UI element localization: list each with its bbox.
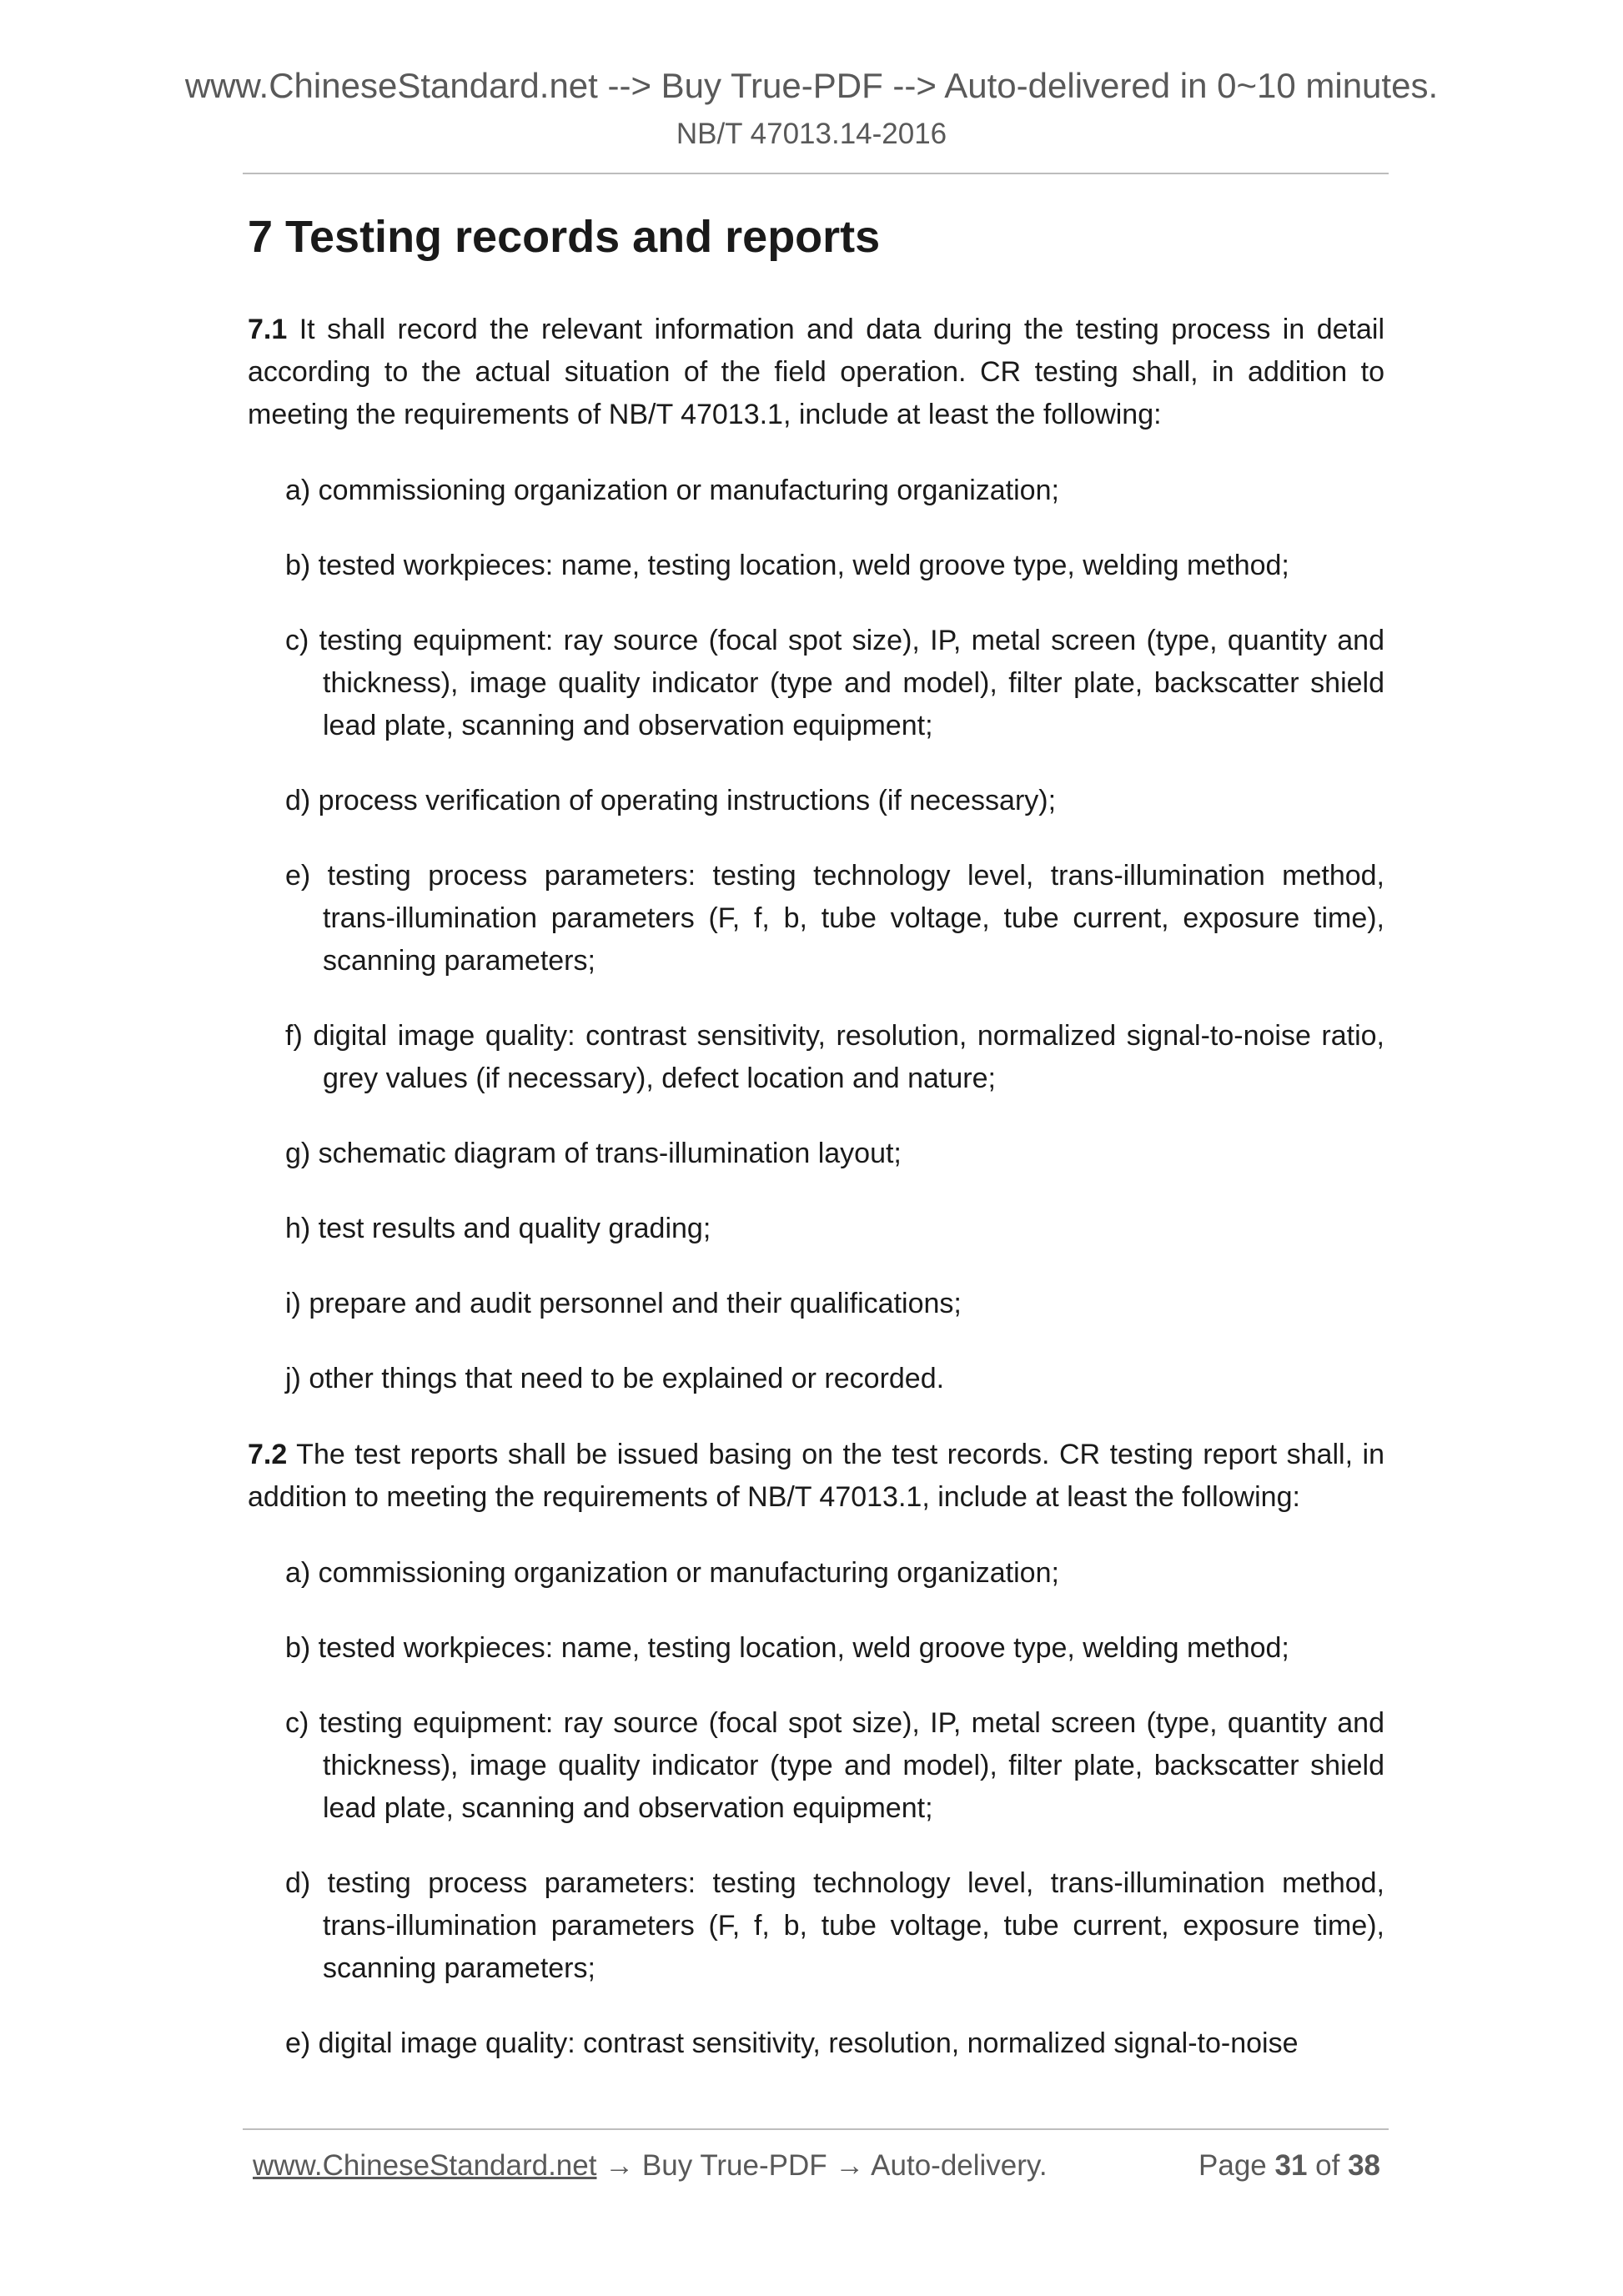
footer-site-link[interactable]: www.ChineseStandard.net — [253, 2149, 597, 2182]
list-item: f) digital image quality: contrast sensitivity, resolution, normalized signal-to-noise ratio, grey values (if necessary), defect location and nature; — [285, 1020, 1384, 1094]
page-label: Page — [1198, 2149, 1275, 2182]
header-divider — [243, 173, 1389, 174]
clause-7-1-list — [248, 470, 1384, 1400]
clause-7-1-number: 7.1 — [248, 314, 288, 345]
list-item: j) other things that need to be explained or recorded. — [285, 1363, 945, 1394]
list-item: i) prepare and audit personnel and their qualifications; — [285, 1288, 962, 1319]
list-item: h) test results and quality grading; — [285, 1213, 711, 1244]
list-item: d) testing process parameters: testing technology level, trans-illumination method, trans-illumination parameters (F, f, b, tube voltage, tube current, exposure time), scanning parameters; — [285, 1867, 1384, 1984]
list-item: c) testing equipment: ray source (focal spot size), IP, metal screen (type, quantity and thickness), image quality indicator (type and model), filter plate, backscatter shield lead plate, scanning and observation equipment; — [285, 625, 1384, 741]
header-banner: www.ChineseStandard.net --> Buy True-PDF --> Auto-delivered in 0~10 minutes. — [184, 66, 1439, 105]
footer-promo — [253, 2147, 1048, 2185]
clause-7-1-paragraph — [248, 309, 1384, 436]
page-total: 38 — [1348, 2149, 1380, 2182]
clause-7-2-list — [248, 1552, 1384, 2065]
list-item: e) digital image quality: contrast sensitivity, resolution, normalized signal-to-noise — [285, 2027, 1299, 2059]
clause-7-2-text: The test reports shall be issued basing on the test records. CR testing report shall, in addition to meeting the requirements of NB/T 47013.1, include at least the following: — [248, 1439, 1384, 1513]
list-item: b) tested workpieces: name, testing location, weld groove type, welding method; — [285, 1632, 1289, 1664]
page-current: 31 — [1274, 2149, 1308, 2182]
clause-7-1-text: It shall record the relevant information and data during the testing process in detail according to the actual situation of the field operation. CR testing shall, in addition to meeting the requirements of NB/T 47013.1, include at least the following: — [248, 314, 1384, 430]
section-title: 7 Testing records and reports — [248, 212, 881, 262]
list-item: a) commissioning organization or manufacturing organization; — [285, 1557, 1059, 1589]
list-item: b) tested workpieces: name, testing location, weld groove type, welding method; — [285, 550, 1289, 581]
page-of: of — [1307, 2149, 1349, 2182]
list-item: g) schematic diagram of trans-illumination layout; — [285, 1138, 902, 1169]
clause-7-2-number: 7.2 — [248, 1439, 288, 1470]
clause-7-2-paragraph — [248, 1434, 1384, 1519]
list-item: d) process verification of operating instructions (if necessary); — [285, 785, 1057, 816]
document-code: NB/T 47013.14-2016 — [676, 118, 947, 150]
footer-tagline: → Buy True-PDF → Auto-delivery. — [596, 2149, 1048, 2182]
page-number — [1198, 2147, 1380, 2185]
footer-divider — [243, 2128, 1389, 2130]
list-item: e) testing process parameters: testing technology level, trans-illumination method, trans-illumination parameters (F, f, b, tube voltage, tube current, exposure time), scanning parameters; — [285, 860, 1384, 977]
page-content — [248, 210, 1384, 2098]
list-item: a) commissioning organization or manufacturing organization; — [285, 475, 1059, 506]
list-item: c) testing equipment: ray source (focal spot size), IP, metal screen (type, quantity and thickness), image quality indicator (type and model), filter plate, backscatter shield lead plate, scanning and observation equipment; — [285, 1707, 1384, 1824]
